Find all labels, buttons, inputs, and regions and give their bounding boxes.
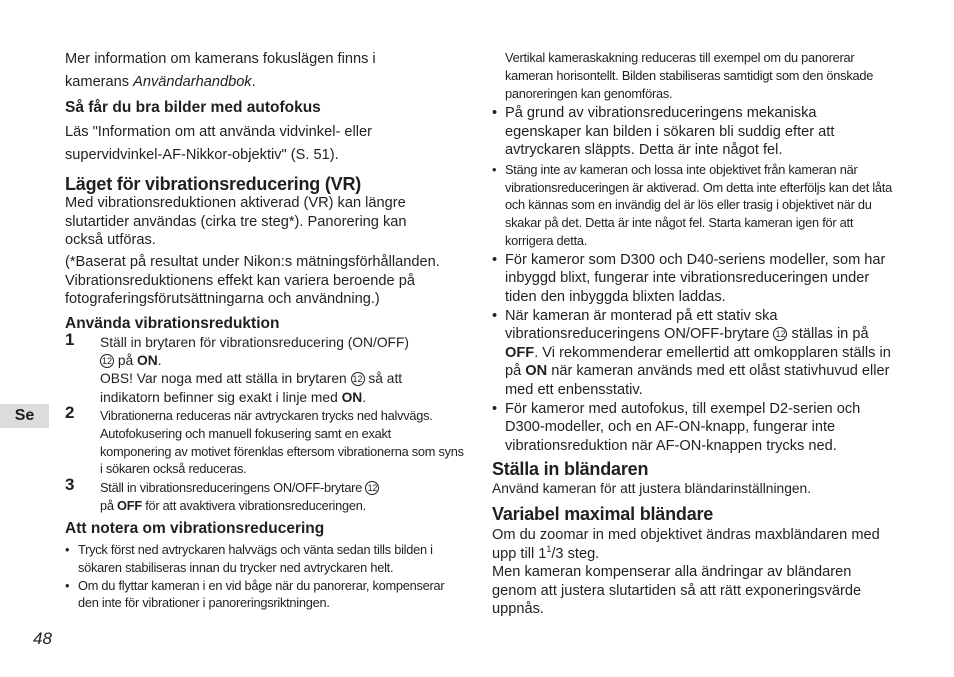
step-number: 2: [65, 403, 75, 422]
step-number: 1: [65, 330, 75, 349]
language-tab: Se: [0, 404, 49, 428]
continued-text: Vertikal kameraskakning reduceras till exempel om du panorerar kameran horisontellt. Bilden stabiliseras samtidigt som den önskade panoreringen kan genomföras.: [505, 50, 874, 101]
step-1-period: .: [157, 353, 162, 369]
tripod-text-end: när kameran används med ett olåst stativhuvud eller med ett enbensstativ.: [505, 363, 890, 398]
list-item: • För kameror som D300 och D40-seriens modeller, som har inbyggd blixt, fungerar inte vibrationsreduceringen under tiden den inbyggda blixten laddas.: [492, 251, 892, 307]
step-3-line2-cont: för att avaktivera vibrationsreduceringen.: [141, 497, 366, 513]
step-1-line1: Ställ in brytaren för vibrationsreducering (ON/OFF): [100, 335, 410, 350]
vr-body: Med vibrationsreduktionen aktiverad (VR) kan längre slutartider användas (cirka tre steg*). Panorering kan också utföras.: [65, 195, 407, 249]
switch-callout-icon: 12: [365, 481, 379, 495]
tripod-text-cont2: . Vi rekommenderar emellertid att omkopplaren ställs in på: [505, 344, 891, 380]
list-item: • Stäng inte av kameran och lossa inte objektivet från kameran när vibrationsreduceringen är aktiverad. Om detta inte efterföljs kan det låta och kännas som en invändig del är lös eller trasig i objektivet när du skakar på det. Detta är inte något fel. Starta kameran igen för att korrigera detta.: [492, 161, 892, 250]
step-3-text: [100, 479, 465, 515]
list-item: [492, 307, 892, 400]
list-item: • Tryck först ned avtryckaren halvvägs och vänta sedan tills bilden i sökaren stabiliseras innan du trycker ned avtryckaren helt.: [65, 541, 465, 577]
variable-text: Om du zoomar in med objektivet ändras maxbländaren med upp till 1: [492, 527, 880, 562]
on-label: ON: [525, 363, 548, 380]
step-3-line2: på: [100, 497, 118, 513]
step-1-caution: OBS! Var noga med att ställa in brytaren: [100, 371, 347, 387]
step-1-caution-cont: så att indikatorn befinner sig exakt i linje med: [100, 371, 403, 405]
vr-heading: Läget för vibrationsreducering (VR): [65, 174, 362, 194]
off-label: OFF: [505, 344, 535, 361]
notes-heading: Att notera om vibrationsreducering: [65, 520, 325, 537]
aperture-heading: Ställa in bländaren: [492, 459, 649, 479]
on-label: ON: [137, 353, 158, 369]
tripod-text: När kameran är monterad på ett stativ ska vibrationsreduceringens ON/OFF-brytare: [505, 307, 778, 343]
variable-text-2: Men kameran kompenserar alla ändringar av bländaren genom att justera slutartiden så att rätt exponeringsvärde uppnås.: [492, 564, 862, 618]
manual-title: Användarhandbok: [133, 74, 252, 90]
tips-heading: Så får du bra bilder med autofokus: [65, 99, 321, 116]
fraction-rest: /3 steg.: [551, 545, 600, 562]
step-number: 3: [65, 475, 75, 494]
list-item: • Om du flyttar kameran i en vid båge när du panorerar, kompenserar den inte för vibrationer i panoreringsriktningen.: [65, 577, 465, 613]
tips-body: Läs "Information om att använda vidvinkel- eller supervidvinkel-AF-Nikkor-objektiv" (S. 51).: [65, 124, 372, 163]
list-item: • På grund av vibrationsreduceringens mekaniska egenskaper kan bilden i sökaren bli suddig efter att avtryckaren släppts. Detta är inte något fel.: [492, 104, 892, 160]
variable-aperture-body: [492, 526, 892, 619]
vr-note: (*Baserat på resultat under Nikon:s mätningsförhållanden. Vibrationsreduktionens effekt kan variera beroende på fotograferingsförutsättningarna och användning.): [65, 254, 440, 308]
step-2-text: Vibrationerna reduceras när avtryckaren trycks ned halvvägs. Autofokusering och manuell fokusering samt en exakt komponering av motivet förenklas eftersom vibrationerna som syns i sökaren också reduceras.: [100, 408, 464, 477]
step-1-end: .: [362, 389, 367, 405]
page-number: 48: [33, 629, 52, 648]
tripod-text-cont: ställas in på: [787, 326, 869, 343]
list-item: • För kameror med autofokus, till exempel D2-serien och D300-modeller, och en AF-ON-knapp, fungerar inte vibrationsreduktion när AF-ON-knappen trycks ned.: [492, 400, 892, 456]
switch-callout-icon: 12: [352, 374, 363, 385]
on-label: ON: [341, 389, 363, 405]
intro-paragraph: [65, 48, 465, 94]
cautions-list: [492, 104, 892, 455]
step-2: [65, 403, 465, 478]
step-3-line1: Ställ in vibrationsreduceringens ON/OFF-brytare: [100, 480, 363, 495]
step-1: [65, 330, 465, 407]
step-1-text: [100, 334, 465, 407]
step-3: [65, 475, 465, 515]
intro-line1: Mer information om kamerans fokuslägen finns i: [65, 51, 376, 67]
variable-aperture-heading: Variabel maximal bländare: [492, 504, 714, 524]
switch-callout-icon: 12: [775, 329, 786, 340]
fraction-numerator: 1: [546, 543, 552, 554]
aperture-body: Använd kameran för att justera bländarinställningen.: [492, 481, 812, 496]
off-label: OFF: [117, 497, 142, 513]
use-vr-heading: Använda vibrationsreduktion: [65, 315, 280, 332]
intro-line2: kamerans: [65, 74, 134, 90]
step-1-line2: på: [114, 353, 138, 369]
notes-list: [65, 541, 465, 612]
switch-callout-icon: 12: [101, 356, 112, 367]
intro-period: .: [251, 74, 256, 90]
